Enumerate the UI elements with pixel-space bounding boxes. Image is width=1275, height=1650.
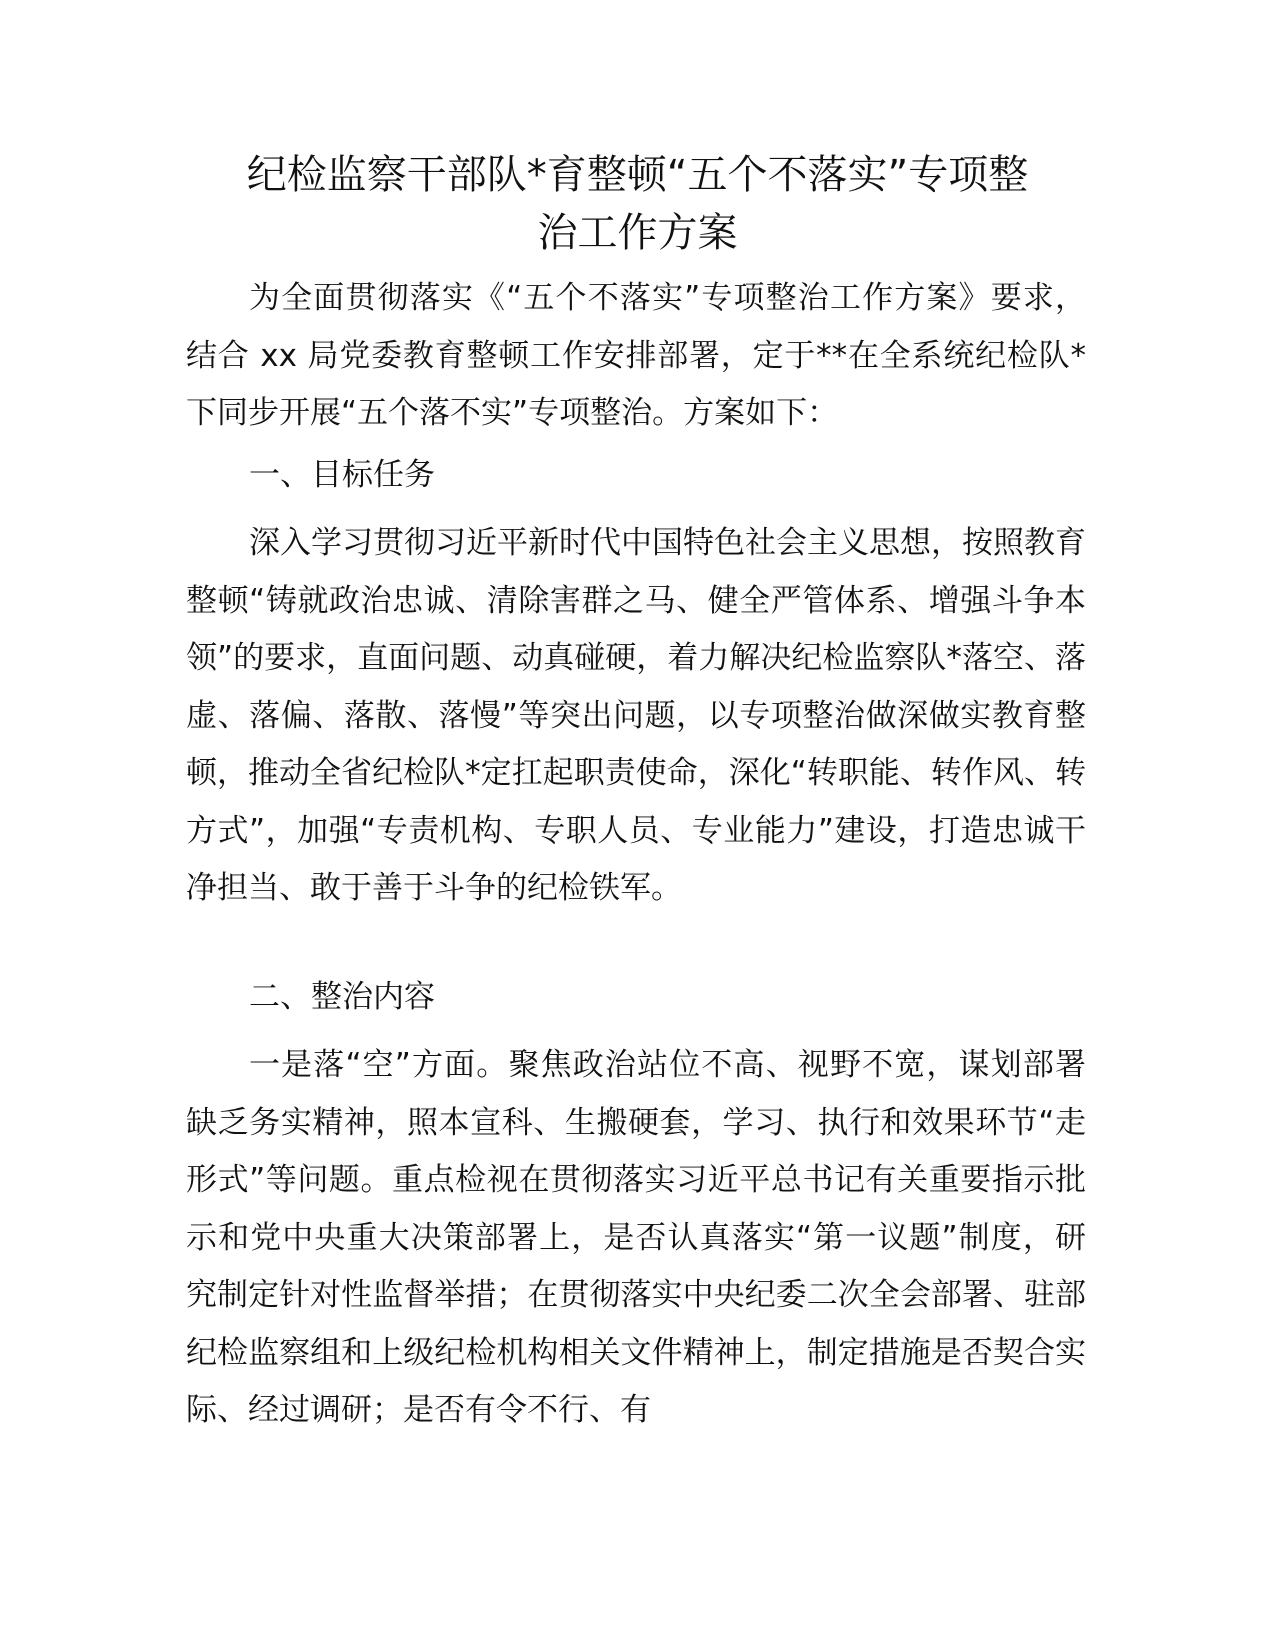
section-2-paragraph: 一是落“空”方面。聚焦政治站位不高、视野不宽，谋划部署缺乏务实精神，照本宣科、生搬硬套，学习、执行和效果环节“走形式”等问题。重点检视在贯彻落实习近平总书记有关重要指示批示和党中央重大决策部署上，是否认真落实“第一议题”制度，研究制定针对性监督举措；在贯彻落实中央纪委二次全会部署、驻部纪检监察组和上级纪检机构相关文件精神上，制定措施是否契合实际、经过调研；是否有令不行、有 xyxy=(186,1047,1086,1428)
section-2-heading: 二、整治内容 xyxy=(249,979,435,1015)
document-title-line-2: 治工作方案 xyxy=(537,210,738,256)
section-1-heading: 一、目标任务 xyxy=(249,457,435,493)
document-title-line-1: 纪检监察干部队*育整顿“五个不落实”专项整 xyxy=(246,152,1029,198)
intro-paragraph: 为全面贯彻落实《“五个不落实”专项整治工作方案》要求，结合 xx 局党委教育整顿工作安排部署，定于**在全系统纪检队*下同步开展“五个落不实”专项整治。方案如下： xyxy=(186,280,1086,431)
section-1-paragraph: 深入学习贯彻习近平新时代中国特色社会主义思想，按照教育整顿“铸就政治忠诚、清除害群之马、健全严管体系、增强斗争本领”的要求，直面问题、动真碰硬，着力解决纪检监察队*落空、落虚、落偏、落散、落慢”等突出问题，以专项整治做深做实教育整顿，推动全省纪检队*定扛起职责使命，深化“转职能、转作风、转方式”，加强“专责机构、专职人员、专业能力”建设，打造忠诚干净担当、敢于善于斗争的纪检铁军。 xyxy=(186,525,1086,906)
